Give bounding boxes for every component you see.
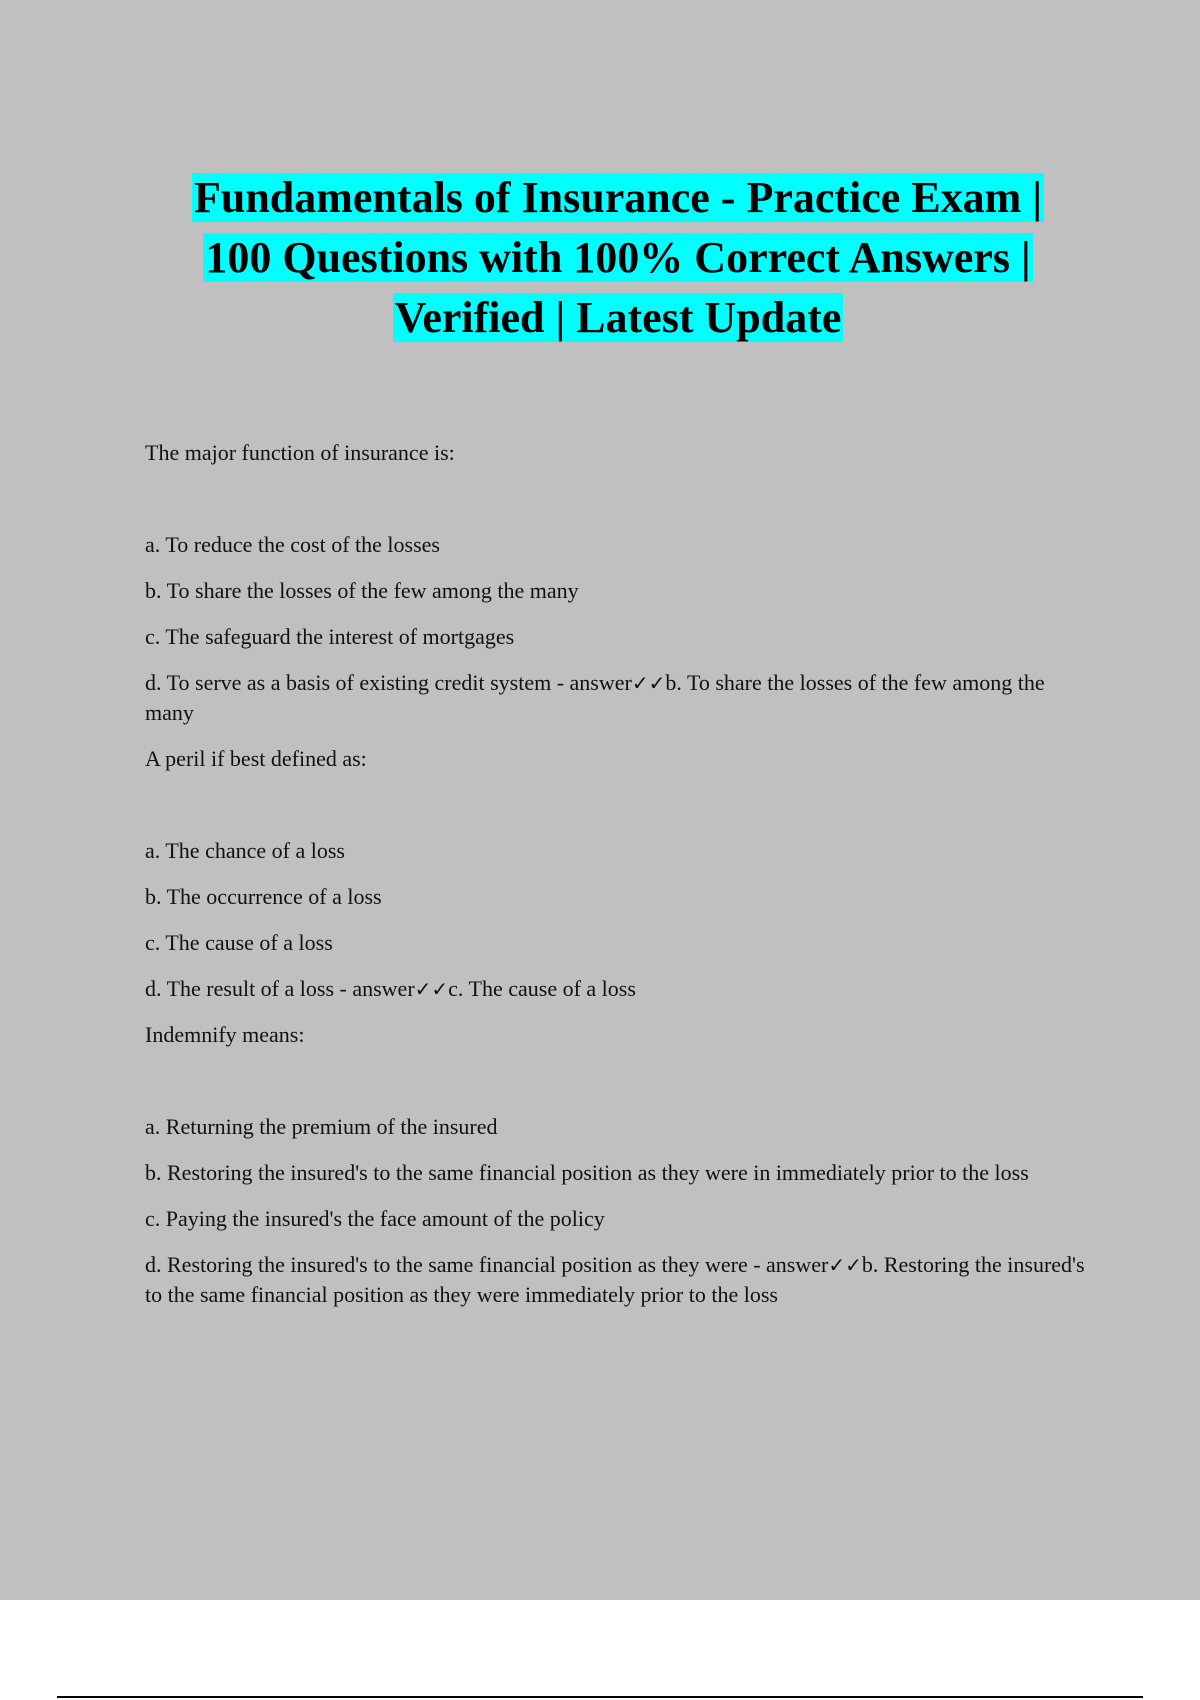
option-c: c. The cause of a loss xyxy=(145,930,333,955)
question-text: The major function of insurance is: xyxy=(145,440,455,465)
question-text: A peril if best defined as: xyxy=(145,746,367,771)
option-c: c. Paying the insured's the face amount of the policy xyxy=(145,1206,605,1231)
question-1 xyxy=(145,438,1090,728)
questions-list xyxy=(145,438,1090,1326)
question-3 xyxy=(145,1020,1090,1310)
option-d: d. The result of a loss - answer xyxy=(145,976,415,1001)
option-d-with-answer xyxy=(145,974,1090,1004)
option-d: d. To serve as a basis of existing credit system - answer xyxy=(145,670,632,695)
title-line-2: 100 Questions with 100% Correct Answers | xyxy=(205,233,1031,282)
answer-text: b. To share the losses of the few among the many xyxy=(145,670,1045,725)
answer-text: b. Restoring the insured's to the same financial position as they were immediately prior to the loss xyxy=(145,1252,1085,1307)
option-c: c. The safeguard the interest of mortgages xyxy=(145,624,515,649)
option-a: a. The chance of a loss xyxy=(145,838,345,863)
option-d-with-answer xyxy=(145,668,1090,728)
option-b: b. The occurrence of a loss xyxy=(145,884,382,909)
title-line-3: Verified | Latest Update xyxy=(394,293,842,342)
title-line-1: Fundamentals of Insurance - Practice Exam | xyxy=(193,173,1043,222)
question-2 xyxy=(145,744,1090,1004)
answer-text: c. The cause of a loss xyxy=(448,976,636,1001)
option-b: b. To share the losses of the few among the many xyxy=(145,578,579,603)
document-title xyxy=(130,168,1106,348)
option-b: b. Restoring the insured's to the same financial position as they were in immediately prior to the loss xyxy=(145,1160,1029,1185)
option-d-with-answer xyxy=(145,1250,1090,1310)
answer-check-icon: ✓✓ xyxy=(631,671,666,695)
option-a: a. Returning the premium of the insured xyxy=(145,1114,498,1139)
option-a: a. To reduce the cost of the losses xyxy=(145,532,440,557)
answer-check-icon: ✓✓ xyxy=(828,1253,862,1277)
option-d: d. Restoring the insured's to the same financial position as they were - answer xyxy=(145,1252,829,1277)
question-text: Indemnify means: xyxy=(145,1022,305,1047)
footer-divider xyxy=(57,1696,1143,1698)
answer-check-icon: ✓✓ xyxy=(414,977,449,1001)
